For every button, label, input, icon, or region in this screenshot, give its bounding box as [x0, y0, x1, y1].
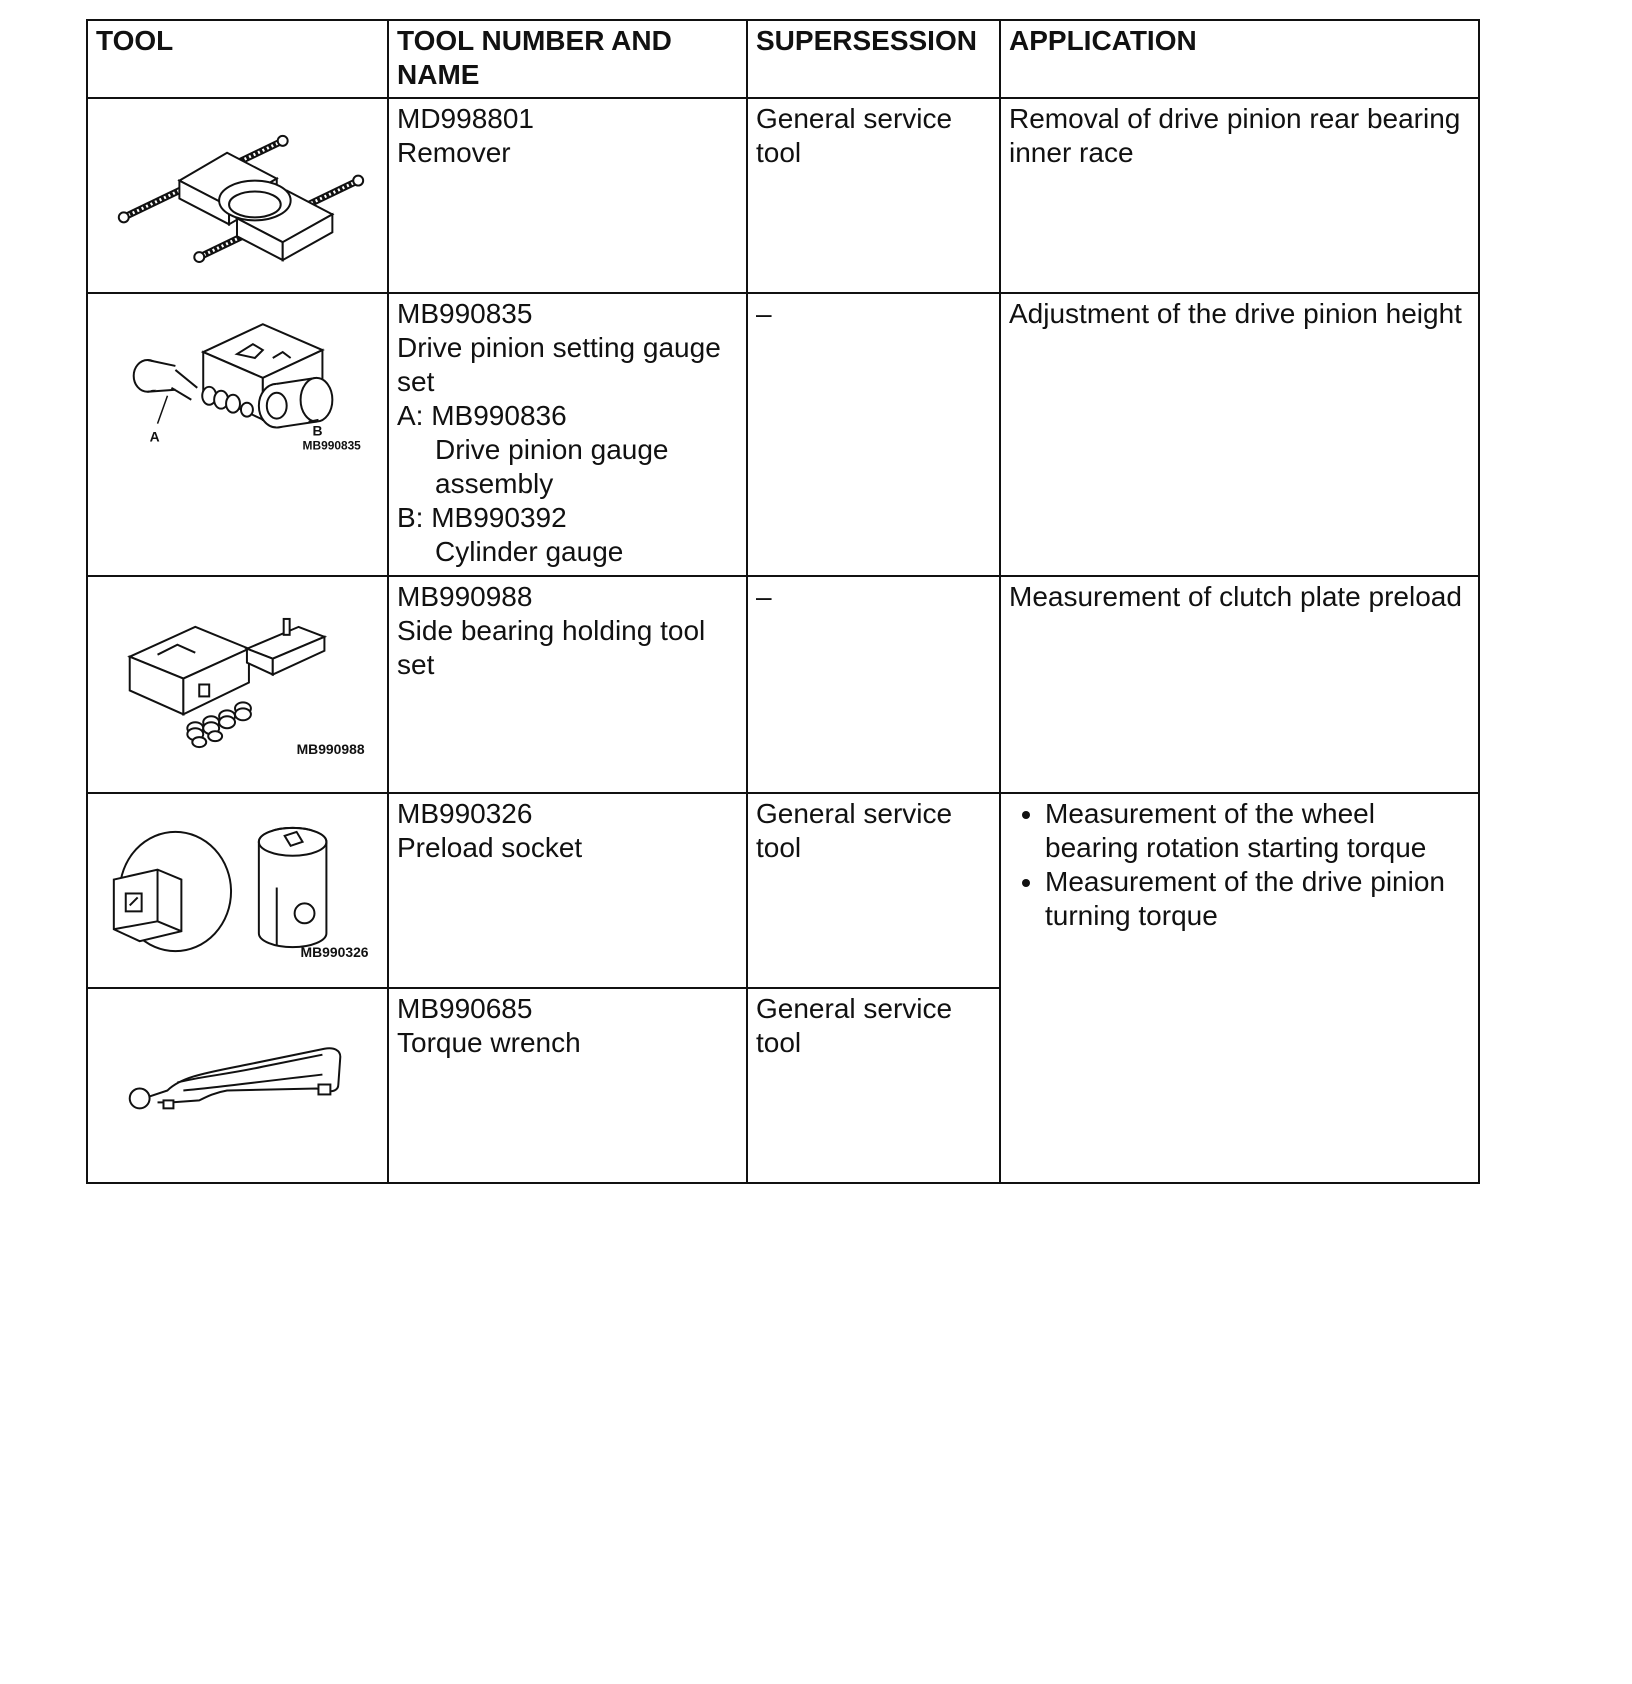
- table-row: [87, 793, 1479, 988]
- supersession-cell: General service tool: [747, 793, 1000, 988]
- tool-name: Side bearing holding tool set: [397, 615, 706, 680]
- preload-socket-icon: [88, 794, 387, 987]
- header-tool: TOOL: [87, 20, 388, 98]
- supersession-cell: General service tool: [747, 988, 1000, 1183]
- supersession-cell: –: [747, 576, 1000, 793]
- special-tools-table: [86, 19, 1480, 1184]
- tool-number-cell: [388, 988, 747, 1183]
- table-row: [87, 98, 1479, 293]
- table-row: [87, 293, 1479, 576]
- component-a-number: A: MB990836: [397, 400, 567, 431]
- component-b-name: Cylinder gauge: [435, 536, 624, 567]
- list-item: • Measurement of the wheel bearing rotation starting torque: [1045, 797, 1470, 865]
- header-supersession: SUPERSESSION: [747, 20, 1000, 98]
- supersession-cell: General service tool: [747, 98, 1000, 293]
- tool-number-cell: [388, 98, 747, 293]
- tool-name: Drive pinion setting gauge set: [397, 332, 721, 397]
- header-application: APPLICATION: [1000, 20, 1479, 98]
- callout-b: B: [312, 422, 323, 439]
- application-cell: Removal of drive pinion rear bearing inner race: [1000, 98, 1479, 293]
- figure-code: MB990988: [296, 741, 365, 758]
- tool-illustration-cell: [87, 98, 388, 293]
- tool-name: Preload socket: [397, 832, 583, 863]
- pinion-gauge-set-icon: [88, 294, 387, 575]
- tool-number-cell: [388, 576, 747, 793]
- list-item: • Measurement of the drive pinion turning torque: [1045, 865, 1470, 933]
- figure-code: MB990326: [300, 944, 369, 961]
- tool-illustration-cell: [87, 793, 388, 988]
- application-cell: Measurement of clutch plate preload: [1000, 576, 1479, 793]
- component-b-number: B: MB990392: [397, 502, 567, 533]
- component-a-name: Drive pinion gauge assembly: [435, 434, 669, 499]
- holding-tool-set-icon: [88, 577, 387, 792]
- torque-wrench-icon: [88, 989, 387, 1182]
- tool-number-cell: [388, 793, 747, 988]
- application-cell: Adjustment of the drive pinion height: [1000, 293, 1479, 576]
- tool-illustration-cell: [87, 988, 388, 1183]
- tool-illustration-cell: [87, 293, 388, 576]
- application-list: [1009, 797, 1470, 933]
- tool-number: MB990326: [397, 798, 533, 829]
- tool-number: MD998801: [397, 103, 534, 134]
- tool-illustration-cell: [87, 576, 388, 793]
- tool-number: MB990988: [397, 581, 533, 612]
- table-row: [87, 576, 1479, 793]
- callout-a: A: [149, 428, 160, 445]
- bearing-remover-icon: [88, 99, 387, 292]
- header-tool-number: TOOL NUMBER AND NAME: [388, 20, 747, 98]
- figure-code: MB990835: [302, 438, 361, 453]
- application-cell: [1000, 793, 1479, 1183]
- tool-number-cell: [388, 293, 747, 576]
- tool-number: MB990685: [397, 993, 533, 1024]
- tool-number: MB990835: [397, 298, 533, 329]
- tool-name: Remover: [397, 137, 511, 168]
- tool-name: Torque wrench: [397, 1027, 581, 1058]
- supersession-cell: –: [747, 293, 1000, 576]
- header-row: [87, 20, 1479, 98]
